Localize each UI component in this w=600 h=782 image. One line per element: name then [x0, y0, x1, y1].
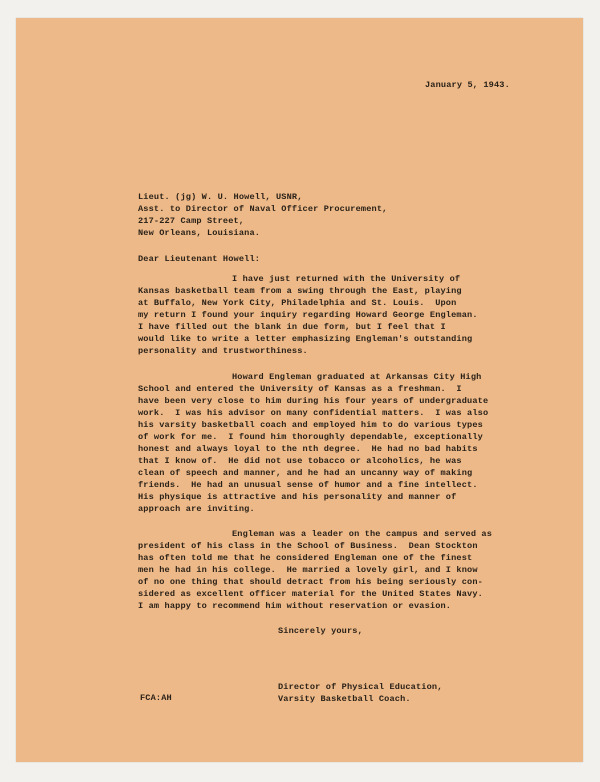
paragraph-line: of no one thing that should detract from his being seriously con- [138, 577, 483, 587]
signature-title-line: Varsity Basketball Coach. [278, 694, 411, 704]
paragraph-line: his varsity basketball coach and employed him to do various types [138, 420, 483, 430]
paragraph-line: has often told me that he considered Engleman one of the finest [138, 553, 473, 563]
paragraph-line: president of his class in the School of Business. Dean Stockton [138, 541, 478, 551]
paragraph-line: that I know of. He did not use tobacco or alcoholics, he was [138, 456, 462, 466]
paragraph-line: friends. He had an unusual sense of humor and a fine intellect. [138, 480, 478, 490]
paragraph-line: Howard Engleman graduated at Arkansas City High [232, 372, 482, 382]
paragraph-line: approach are inviting. [138, 504, 255, 514]
paragraph-line: men he had in his college. He married a lovely girl, and I know [138, 565, 478, 575]
paragraph-line: I am happy to recommend him without reservation or evasion. [138, 601, 452, 611]
recipient-line: Lieut. (jg) W. U. Howell, USNR, [138, 192, 303, 202]
paragraph-line: Engleman was a leader on the campus and served as [232, 529, 493, 539]
recipient-line: 217-227 Camp Street, [138, 216, 245, 226]
paragraph-line: I have just returned with the University of [232, 274, 461, 284]
paragraph-line: honest and always loyal to the nth degree. He had no bad habits [138, 444, 478, 454]
paragraph-line: School and entered the University of Kansas as a freshman. I [138, 384, 462, 394]
recipient-line: Asst. to Director of Naval Officer Procurement, [138, 204, 388, 214]
paragraph-line: personality and trustworthiness. [138, 346, 308, 356]
paragraph-line: of work for me. I found him thoroughly dependable, exceptionally [138, 432, 483, 442]
paragraph-line: His physique is attractive and his personality and manner of [138, 492, 457, 502]
letter-page [16, 18, 583, 762]
paragraph-line: I have filled out the blank in due form, but I feel that I [138, 322, 446, 332]
paragraph-line: at Buffalo, New York City, Philadelphia and St. Louis. Upon [138, 298, 457, 308]
paragraph-line: my return I found your inquiry regarding Howard George Engleman. [138, 310, 478, 320]
paragraph-line: would like to write a letter emphasizing Engleman's outstanding [138, 334, 473, 344]
paragraph-line: work. I was his advisor on many confidential matters. I was also [138, 408, 489, 418]
typist-initials: FCA:AH [140, 693, 172, 703]
paragraph-line: have been very close to him during his four years of undergraduate [138, 396, 489, 406]
signature-title-line: Director of Physical Education, [278, 682, 443, 692]
paragraph-line: clean of speech and manner, and he had an uncanny way of making [138, 468, 473, 478]
salutation: Dear Lieutenant Howell: [138, 254, 261, 264]
paragraph-line: sidered as excellent officer material for the United States Navy. [138, 589, 483, 599]
recipient-line: New Orleans, Louisiana. [138, 228, 261, 238]
closing: Sincerely yours, [278, 626, 363, 636]
letter-date: January 5, 1943. [425, 80, 510, 90]
paragraph-line: Kansas basketball team from a swing through the East, playing [138, 286, 462, 296]
